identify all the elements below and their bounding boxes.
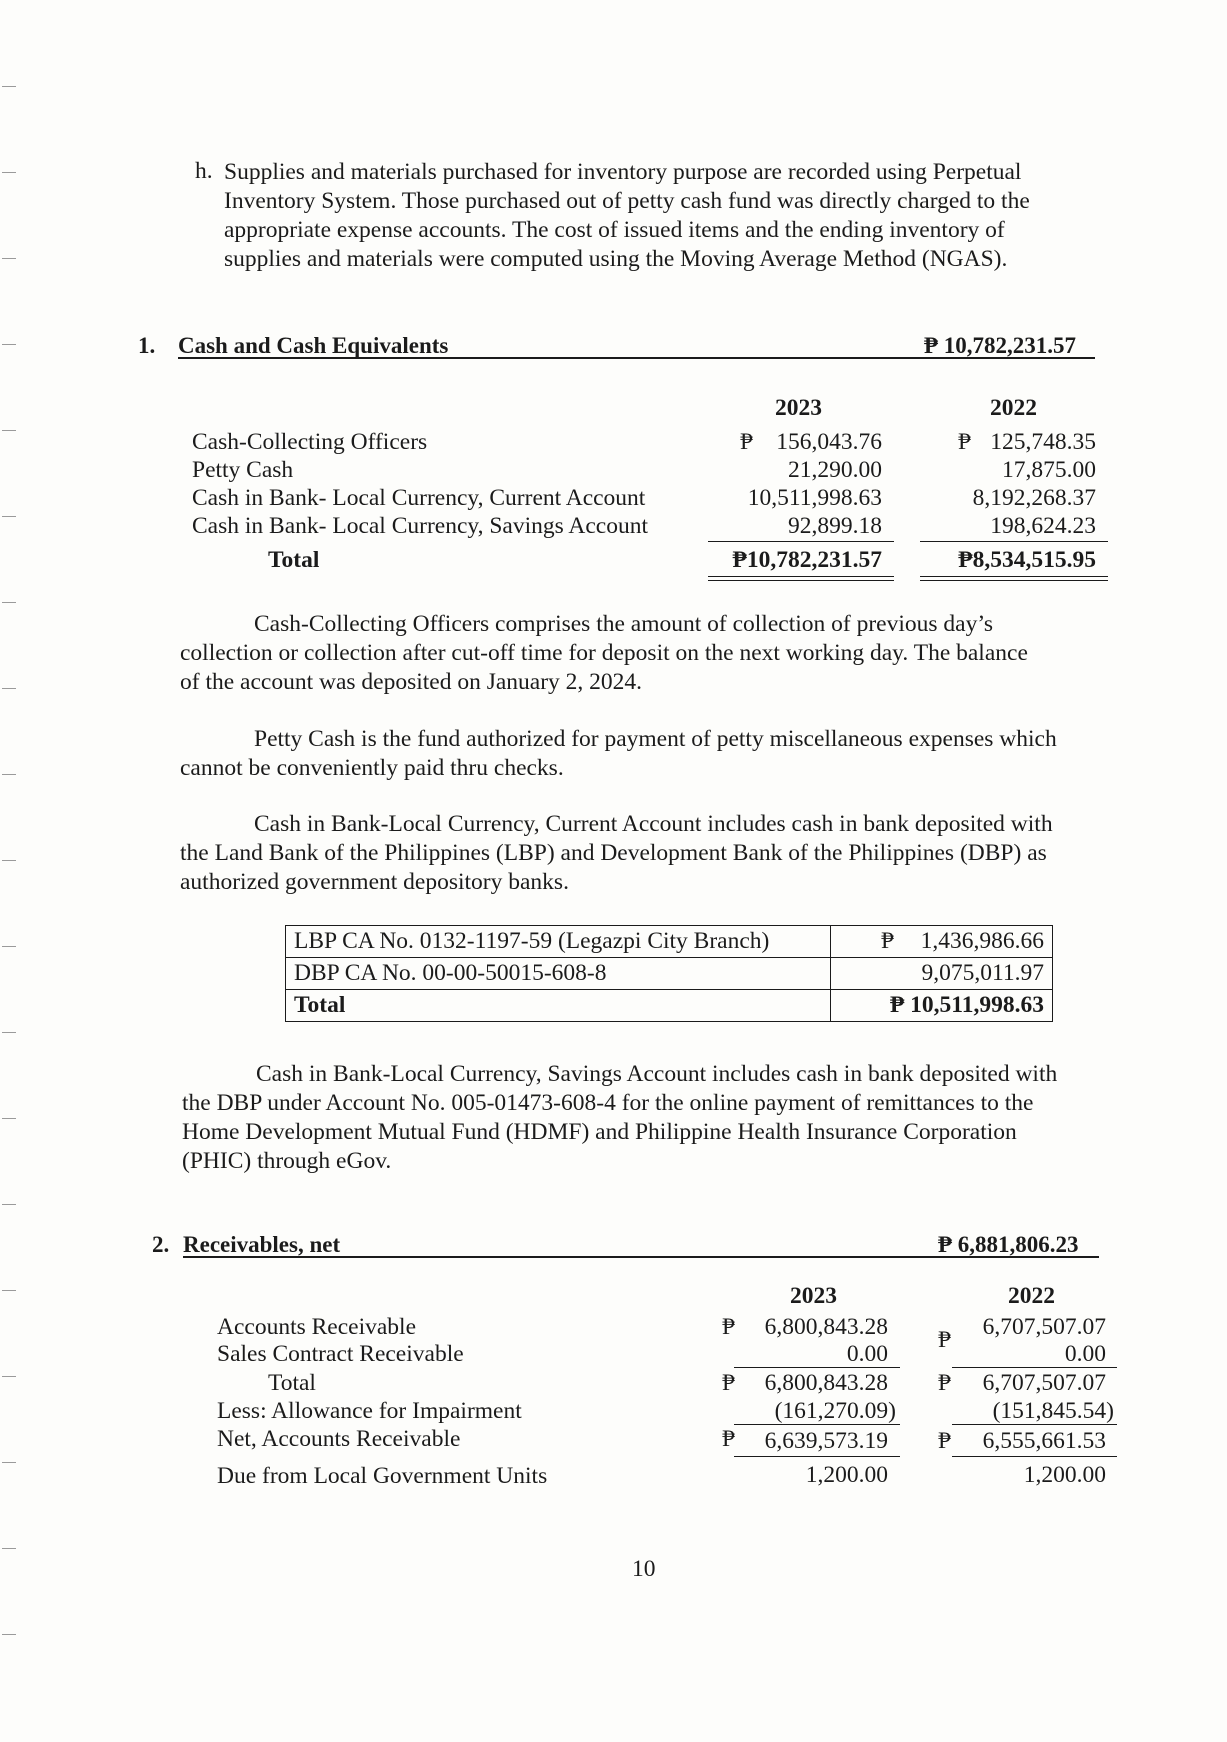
subtotal-rule-2022 bbox=[920, 541, 1108, 542]
subtotal-rule-2023 bbox=[734, 1367, 900, 1368]
cash-row-2023: 21,290.00 bbox=[788, 457, 882, 483]
note-h-line: appropriate expense accounts. The cost of issued items and the ending inventory of bbox=[224, 217, 1005, 243]
margin-mark bbox=[2, 1634, 16, 1635]
net-rule-2022 bbox=[952, 1456, 1117, 1457]
paragraph-line: Cash-Collecting Officers comprises the amount of collection of previous day’s bbox=[254, 611, 993, 637]
cash-row-label: Cash-Collecting Officers bbox=[192, 429, 428, 455]
cash-row-2022: 125,748.35 bbox=[990, 429, 1096, 455]
section-1-title: Cash and Cash Equivalents bbox=[178, 333, 449, 358]
receivable-row-2023: 1,200.00 bbox=[805, 1462, 888, 1488]
margin-mark bbox=[2, 774, 16, 775]
cash-total-2023: ₱10,782,231.57 bbox=[732, 547, 882, 573]
cash-row-label: Cash in Bank- Local Currency, Savings Account bbox=[192, 513, 648, 539]
cash-row-2023: 92,899.18 bbox=[788, 513, 882, 539]
amount-value: 1,436,986.66 bbox=[920, 928, 1044, 954]
petty-cash-paragraph bbox=[180, 725, 1096, 783]
cash-row-2022: 198,624.23 bbox=[990, 513, 1096, 539]
bank-total-label: Total bbox=[286, 990, 831, 1022]
page-number: 10 bbox=[632, 1556, 656, 1582]
column-header-2023: 2023 bbox=[775, 395, 822, 421]
peso-sign: ₱ bbox=[938, 1327, 952, 1353]
peso-sign: ₱ bbox=[722, 1426, 736, 1452]
paragraph-line: of the account was deposited on January 2, 2024. bbox=[180, 669, 643, 695]
subtotal-rule-2022 bbox=[952, 1424, 1117, 1425]
paragraph-line: Cash in Bank-Local Currency, Current Account includes cash in bank deposited with bbox=[254, 811, 1053, 837]
cash-row-2022: 8,192,268.37 bbox=[972, 485, 1096, 511]
section-1-number: 1. bbox=[138, 333, 156, 358]
margin-mark bbox=[2, 258, 16, 259]
bank-total-amount bbox=[831, 990, 1053, 1022]
note-h-marker: h. bbox=[195, 158, 213, 184]
bank-account-label: DBP CA No. 00-00-50015-608-8 bbox=[286, 958, 831, 990]
cash-total-2022: ₱8,534,515.95 bbox=[958, 547, 1096, 573]
note-h-line: supplies and materials were computed using the Moving Average Method (NGAS). bbox=[224, 246, 1008, 272]
bank-accounts-table bbox=[285, 925, 1053, 1022]
receivable-row-2022: 6,707,507.07 bbox=[982, 1370, 1106, 1396]
section-1-amount: ₱ 10,782,231.57 bbox=[924, 333, 1077, 358]
amount-value: ₱ 10,511,998.63 bbox=[889, 992, 1044, 1018]
peso-sign: ₱ bbox=[722, 1370, 736, 1396]
margin-mark bbox=[2, 86, 16, 87]
collecting-officers-paragraph bbox=[180, 610, 1096, 697]
peso-sign: ₱ bbox=[881, 928, 895, 954]
margin-mark bbox=[2, 946, 16, 947]
subtotal-rule-2023 bbox=[708, 541, 894, 542]
receivable-row-2022: 6,555,661.53 bbox=[982, 1428, 1106, 1454]
section-2-amount: ₱ 6,881,806.23 bbox=[938, 1232, 1079, 1257]
receivable-row-label: Net, Accounts Receivable bbox=[217, 1426, 461, 1452]
receivable-row-label: Sales Contract Receivable bbox=[217, 1341, 464, 1367]
peso-sign: ₱ bbox=[740, 429, 754, 455]
current-account-paragraph bbox=[180, 810, 1096, 897]
section-2-number: 2. bbox=[152, 1232, 170, 1257]
receivable-row-2022: 6,707,507.07 bbox=[982, 1314, 1106, 1340]
section-2-title: Receivables, net bbox=[183, 1232, 341, 1257]
cash-row-label: Cash in Bank- Local Currency, Current Account bbox=[192, 485, 646, 511]
margin-mark bbox=[2, 172, 16, 173]
peso-sign: ₱ bbox=[958, 429, 972, 455]
receivable-row-label: Due from Local Government Units bbox=[217, 1463, 548, 1489]
table-row bbox=[286, 958, 1053, 990]
table-row bbox=[286, 926, 1053, 958]
column-header-2022: 2022 bbox=[990, 395, 1037, 421]
margin-mark bbox=[2, 344, 16, 345]
margin-mark bbox=[2, 688, 16, 689]
cash-row-label: Petty Cash bbox=[192, 457, 294, 483]
note-h-line: Supplies and materials purchased for inventory purpose are recorded using Perpetual bbox=[224, 159, 1022, 185]
column-header-2023: 2023 bbox=[790, 1283, 837, 1309]
margin-mark bbox=[2, 516, 16, 517]
margin-mark bbox=[2, 1204, 16, 1205]
margin-mark bbox=[2, 1118, 16, 1119]
section-2-underline bbox=[183, 1256, 1099, 1258]
subtotal-rule-2022 bbox=[952, 1367, 1117, 1368]
note-h-line: Inventory System. Those purchased out of petty cash fund was directly charged to the bbox=[224, 188, 1030, 214]
paragraph-line: Home Development Mutual Fund (HDMF) and Philippine Health Insurance Corporation bbox=[182, 1119, 1017, 1145]
cash-row-2023: 10,511,998.63 bbox=[747, 485, 882, 511]
paragraph-line: Cash in Bank-Local Currency, Savings Account includes cash in bank deposited with bbox=[256, 1061, 1058, 1087]
amount-value: 9,075,011.97 bbox=[921, 960, 1044, 986]
margin-mark bbox=[2, 1376, 16, 1377]
peso-sign: ₱ bbox=[938, 1428, 952, 1454]
margin-mark bbox=[2, 1032, 16, 1033]
paragraph-line: cannot be conveniently paid thru checks. bbox=[180, 755, 564, 781]
paragraph-line: collection or collection after cut-off time for deposit on the next working day. The balance bbox=[180, 640, 1028, 666]
total-double-rule-2022 bbox=[920, 576, 1108, 581]
margin-mark bbox=[2, 1548, 16, 1549]
bank-account-amount bbox=[831, 926, 1053, 958]
receivable-row-label: Accounts Receivable bbox=[217, 1314, 417, 1340]
peso-sign: ₱ bbox=[722, 1314, 736, 1340]
margin-mark bbox=[2, 430, 16, 431]
receivable-row-2022: 0.00 bbox=[1064, 1341, 1106, 1367]
paragraph-line: the DBP under Account No. 005-01473-608-4 for the online payment of remittances to the bbox=[182, 1090, 1034, 1116]
cash-row-2022: 17,875.00 bbox=[1002, 457, 1096, 483]
cash-total-label: Total bbox=[268, 547, 320, 573]
margin-mark bbox=[2, 602, 16, 603]
paragraph-line: (PHIC) through eGov. bbox=[182, 1148, 392, 1174]
savings-account-paragraph bbox=[182, 1060, 1098, 1176]
table-row bbox=[286, 990, 1053, 1022]
column-header-2022: 2022 bbox=[1008, 1283, 1055, 1309]
section-1-underline bbox=[178, 357, 1095, 359]
paragraph-line: authorized government depository banks. bbox=[180, 869, 569, 895]
margin-mark bbox=[2, 1290, 16, 1291]
receivable-total-label: Total bbox=[268, 1370, 316, 1396]
receivable-row-2023: 0.00 bbox=[846, 1341, 888, 1367]
receivable-row-2023: 6,639,573.19 bbox=[764, 1428, 888, 1454]
receivable-row-2022: (151,845.54) bbox=[992, 1398, 1114, 1424]
peso-sign: ₱ bbox=[938, 1370, 952, 1396]
receivable-row-label: Less: Allowance for Impairment bbox=[217, 1398, 522, 1424]
paragraph-line: Petty Cash is the fund authorized for payment of petty miscellaneous expenses which bbox=[254, 726, 1057, 752]
receivable-row-2023: 6,800,843.28 bbox=[764, 1370, 888, 1396]
receivable-row-2022: 1,200.00 bbox=[1023, 1462, 1106, 1488]
paragraph-line: the Land Bank of the Philippines (LBP) and Development Bank of the Philippines (DBP) as bbox=[180, 840, 1047, 866]
net-rule-2023 bbox=[734, 1456, 900, 1457]
cash-row-2023: 156,043.76 bbox=[776, 429, 882, 455]
receivable-row-2023: 6,800,843.28 bbox=[764, 1314, 888, 1340]
subtotal-rule-2023 bbox=[734, 1424, 900, 1425]
receivable-row-2023: (161,270.09) bbox=[774, 1398, 896, 1424]
bank-account-label: LBP CA No. 0132-1197-59 (Legazpi City Branch) bbox=[286, 926, 831, 958]
margin-mark bbox=[2, 1462, 16, 1463]
margin-mark bbox=[2, 860, 16, 861]
bank-account-amount bbox=[831, 958, 1053, 990]
note-h-paragraph bbox=[224, 158, 1094, 274]
total-double-rule-2023 bbox=[708, 576, 894, 581]
